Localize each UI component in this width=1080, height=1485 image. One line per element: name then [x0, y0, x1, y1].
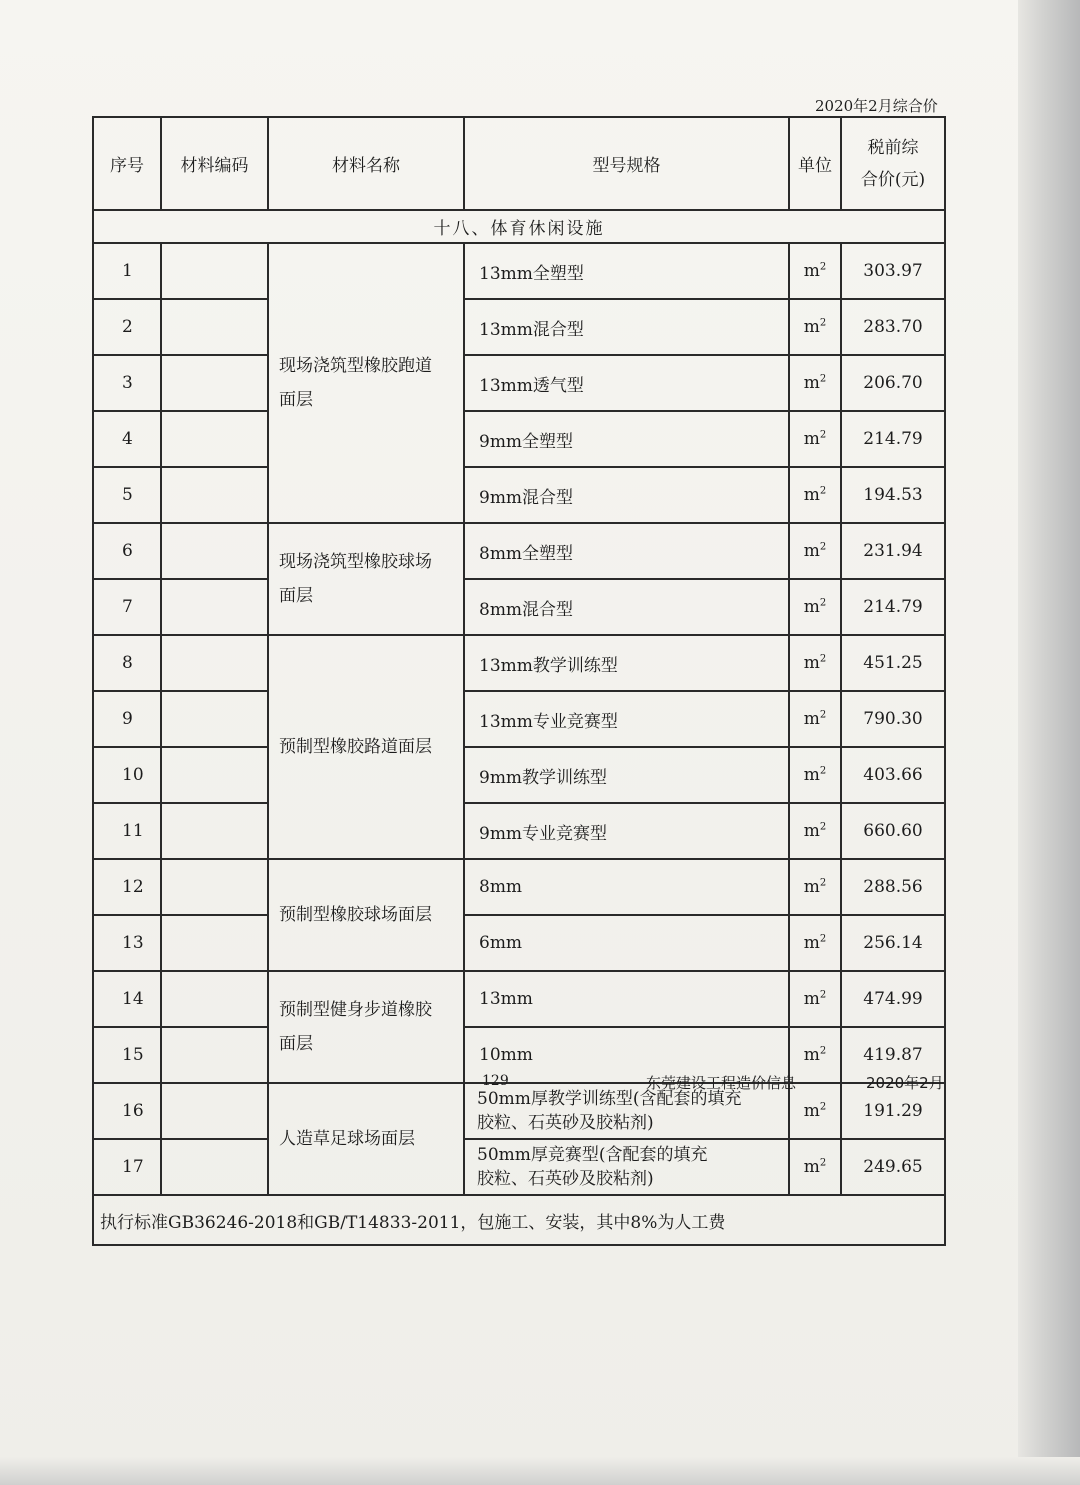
header-idx: 序号 [93, 117, 161, 210]
price-table [92, 116, 946, 1246]
header-code: 材料编码 [161, 117, 268, 210]
code-cell [161, 411, 268, 467]
code-cell [161, 915, 268, 971]
code-cell [161, 467, 268, 523]
code-cell [161, 579, 268, 635]
code-cell [161, 1083, 268, 1139]
table-row: 14 预制型健身步道橡胶 面层 13mm $m^2$ 474.99 [93, 971, 945, 1027]
group-name: 现场浇筑型橡胶球场 面层 [268, 523, 464, 635]
table-row: 4 9mm全塑型 $m^2$ 214.79 [93, 411, 945, 467]
price-period-label: 2020年2月综合价 [815, 97, 938, 115]
header-unit: 单位 [789, 117, 841, 210]
table-row: 15 10mm $m^2$ 419.87 [93, 1027, 945, 1083]
page-bottom-shadow [0, 1457, 1080, 1485]
group-name: 预制型橡胶球场面层 [268, 859, 464, 971]
table-row: 11 9mm专业竞赛型 $m^2$ 660.60 [93, 803, 945, 859]
header-price: 税前综 合价(元) [841, 117, 945, 210]
header-name: 材料名称 [268, 117, 464, 210]
publication-date: 2020年2月 [866, 1074, 944, 1092]
code-cell [161, 299, 268, 355]
code-cell [161, 747, 268, 803]
footnote-row [93, 1195, 945, 1245]
table-header-row [93, 117, 945, 210]
group-name: 预制型健身步道橡胶 面层 [268, 971, 464, 1083]
code-cell [161, 1139, 268, 1195]
footnote: 执行标准GB36246-2018和GB/T14833-2011，包施工、安装，其中8%为人工费 [93, 1195, 945, 1245]
page-edge-shadow [1018, 0, 1080, 1485]
publication-name: 东莞建设工程造价信息 [646, 1074, 797, 1092]
table-row: 16 人造草足球场面层 50mm厚教学训练型(含配套的填充 胶粒、石英砂及胶粘剂) $m^2$ 191.29 [93, 1083, 945, 1139]
code-cell [161, 1027, 268, 1083]
table-row: 9 13mm专业竞赛型 $m^2$ 790.30 [93, 691, 945, 747]
code-cell [161, 523, 268, 579]
section-title: 十八、体育休闲设施 [93, 210, 945, 243]
group-name: 人造草足球场面层 [268, 1083, 464, 1195]
code-cell [161, 691, 268, 747]
code-cell [161, 971, 268, 1027]
code-cell [161, 635, 268, 691]
code-cell [161, 859, 268, 915]
code-cell [161, 355, 268, 411]
table-row: 17 50mm厚竞赛型(含配套的填充 胶粒、石英砂及胶粘剂) $m^2$ 249.65 [93, 1139, 945, 1195]
section-row [93, 210, 945, 243]
group-name: 现场浇筑型橡胶跑道 面层 [268, 243, 464, 523]
page-number: 129 [482, 1073, 509, 1089]
table-row: 12 预制型橡胶球场面层 8mm $m^2$ 288.56 [93, 859, 945, 915]
table-row: 8 预制型橡胶路道面层 13mm教学训练型 $m^2$ 451.25 [93, 635, 945, 691]
table-row: 3 13mm透气型 $m^2$ 206.70 [93, 355, 945, 411]
table-row: 10 9mm教学训练型 $m^2$ 403.66 [93, 747, 945, 803]
header-spec: 型号规格 [464, 117, 789, 210]
group-name: 预制型橡胶路道面层 [268, 635, 464, 859]
table-row: 1 现场浇筑型橡胶跑道 面层 13mm全塑型 $m^2$ 303.97 [93, 243, 945, 299]
code-cell [161, 803, 268, 859]
table-row: 6 现场浇筑型橡胶球场 面层 8mm全塑型 $m^2$ 231.94 [93, 523, 945, 579]
code-cell [161, 243, 268, 299]
table-row: 5 9mm混合型 $m^2$ 194.53 [93, 467, 945, 523]
table-row: 7 8mm混合型 $m^2$ 214.79 [93, 579, 945, 635]
table-row: 13 6mm $m^2$ 256.14 [93, 915, 945, 971]
table-row: 2 13mm混合型 $m^2$ 283.70 [93, 299, 945, 355]
